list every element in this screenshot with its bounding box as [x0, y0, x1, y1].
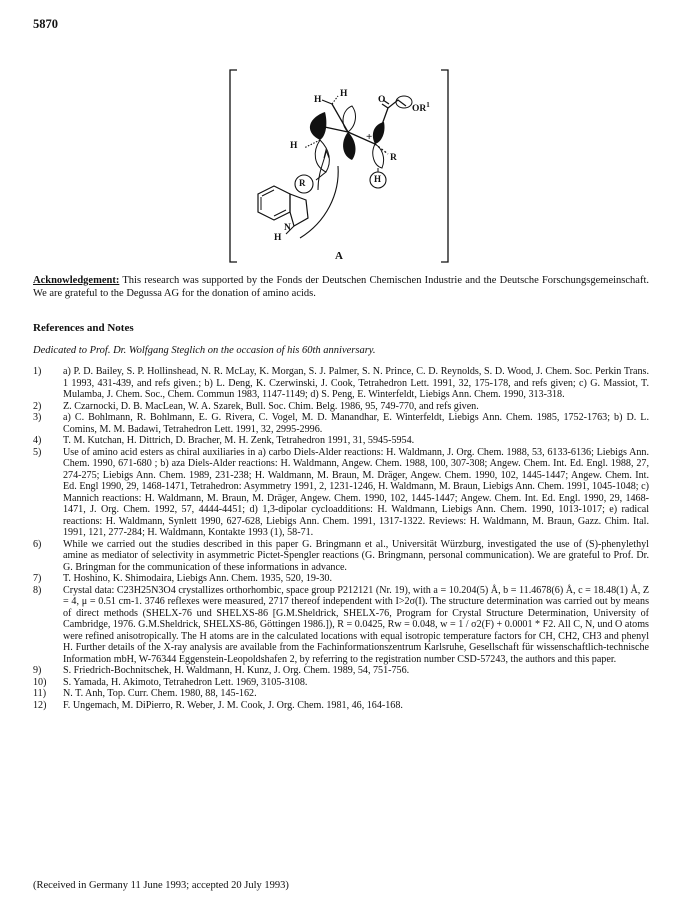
reference-text: Crystal data: C23H25N3O4 crystallizes orthorhombic, space group P212121 (Nr. 19), with a = 10.204(5) Å, b = 11.4678(6) Å, c = 18.48(1) Å, Z = 4, μ = 0.51 cm-1. 3746 reflexes were measured, 2717 thereof independent with I>2σ(I). The structure determination was carried out by means of direct methods (SHELX-76 und SHELXS-86 [G.M.Sheldrick, SHELX-76, Program for Crystal Structure Determination, University of Cambridge, 1976. G.M.Sheldrick, SHELXS-86, Göttingen 1986.]), R = 0.0425, Rw = 0.048, w = 1 / σ2(F) + 0.0001 * F2. All C, N, und O atoms were refined anisotropically. The H atoms are in the calculated locations with equal isotropic temperature factors for CH, CH2, CH3 and phenyl H. Further details of the X-ray analysis are available from the Fachinformationszentrum Karlsruhe, Gesellschaft für wissenschaftlich-technische Information mbH, W-76344 Eggenstein-Leopoldshafen 2, by referring to the registration number CSD-57243, the authors and this paper. — [63, 584, 649, 665]
reference-item — [33, 539, 649, 574]
reference-text: a) P. D. Bailey, S. P. Hollinshead, N. R. McLay, K. Morgan, S. J. Palmer, S. N. Prince, C. D. Reynolds, S. D. Wood, J. Chem. Soc. Perkin Trans. 1 1993, 431-439, and refs given.; b) L. Deng, K. Czerwinski, J. Cook, Tetrahedron Lett. 1991, 32, 175-178, and refs given; c) G. Massiot, T. Mulamba, J. Chem. Soc., Chem. Commun 1983, 1147-1149; d) S. Peng, E. Winterfeldt, Liebigs Ann. Chem. 1990, 313-318. — [63, 366, 649, 400]
right-bracket — [441, 70, 448, 262]
reference-text: N. T. Anh, Top. Curr. Chem. 1980, 88, 145-162. — [63, 688, 257, 699]
reference-text: Use of amino acid esters as chiral auxiliaries in a) carbo Diels-Alder reactions: H. Waldmann, J. Org. Chem. 1988, 53, 6133-6136; Liebigs Ann. Chem. 1990, 671-680 ; b) aza Diels-Alder reactions: H. Waldmann, Angew. Chem. 1988, 100, 307-308; Angew. Chem. Int. Ed. Engl. 1988, 27, 274-275; Liebigs Ann. Chem. 1989, 231-238; H. Waldmann, M. Braun, M. Dräger, Angew. Chem. 1990, 102, 1445-1447; Angew. Chem. Int. Ed. Engl 1990, 29, 1468-1471, Tetrahedron: Asymmetry 1991, 2, 1231-1246, H. Waldmann, M. Braun, Liebigs Ann. Chem. 1991, 1045-1048; c) Mannich reactions: H. Waldmann, M. Braun, M. Dräger, Angew. Chem. 1990, 102, 1445-1447; Angew. Chem. Int. Ed. Engl. 1990, 29, 1468-1471, J. Org. Chem. 1992, 57, 4444-4451; d) 1,3-dipolar cycloadditions: H. Waldmann, Liebigs Ann. Chem. 1990, 1013-1017; e) radical reactions: H. Waldmann, Synlett 1990, 627-628, Liebigs Ann. Chem. 1991, 1317-1322. Reviews: H. Waldmann, M. Braun, Gazz. Chim. Ital. 1991, 121, 277-284; H. Waldmann, Kontakte 1993 (1), 58-71. — [63, 446, 649, 538]
reference-item — [33, 700, 649, 712]
indole-benzene-ring — [258, 186, 290, 220]
reference-item — [33, 573, 649, 585]
reference-item — [33, 688, 649, 700]
orbital-lobe-lower — [315, 140, 329, 172]
indole-pyrrole-ring — [290, 194, 308, 226]
reference-item — [33, 412, 649, 435]
atom-h-left: H — [290, 141, 298, 151]
dedication: Dedicated to Prof. Dr. Wolfgang Steglich on the occasion of his 60th anniversary. — [33, 345, 376, 356]
reference-number: 2) — [33, 400, 42, 412]
atom-h-top-left: H — [314, 95, 322, 105]
reference-text: Z. Czarnocki, D. B. MacLean, W. A. Szarek, Bull. Soc. Chim. Belg. 1986, 95, 749-770, and refs given. — [63, 400, 479, 412]
reference-text: T. M. Kutchan, H. Dittrich, D. Bracher, M. H. Zenk, Tetrahedron 1991, 31, 5945-5954. — [63, 435, 415, 446]
atom-n: N — [284, 223, 291, 233]
transition-state-scheme — [228, 62, 450, 270]
orbital-lobe-2-upper — [343, 106, 355, 132]
reference-text: T. Hoshino, K. Shimodaira, Liebigs Ann. Chem. 1935, 520, 19-30. — [63, 573, 332, 584]
reference-number: 7) — [33, 573, 42, 584]
reference-text: S. Yamada, H. Akimoto, Tetrahedron Lett. 1969, 3105-3108. — [63, 676, 308, 688]
reference-number: 8) — [33, 584, 42, 596]
reference-list — [33, 366, 649, 711]
reference-number: 4) — [33, 435, 42, 446]
reference-item — [33, 677, 649, 689]
reference-text: While we carried out the studies described in this paper G. Bringmann et al., Universität Würzburg, investigated the use of (S)-phenylethyl amine as mediator of selectivity in asymmetric Pictet-Spengler reactions (G. Bringmann, personal communication). We are grateful to Prof. Dr. G. Bringman for the communication of these informations in advance. — [63, 538, 649, 573]
acknowledgement-text: This research was supported by the Fonds der Deutschen Chemischen Industrie and the Deutsche Forschungsgemeinschaft. We are grateful to the Degussa AG for the donation of amino acids. — [33, 275, 649, 299]
page-number: 5870 — [33, 17, 58, 31]
reference-item — [33, 435, 649, 447]
reference-number: 1) — [33, 366, 42, 377]
received-date: (Received in Germany 11 June 1993; accepted 20 July 1993) — [33, 880, 289, 891]
orbital-lobe-3-lower — [373, 144, 384, 168]
orbital-lobe-2-lower — [343, 132, 355, 160]
acknowledgement — [33, 274, 649, 300]
left-bracket — [230, 70, 237, 262]
references-heading: References and Notes — [33, 322, 134, 334]
atom-o: O — [378, 95, 386, 105]
reference-number: 9) — [33, 665, 42, 676]
reference-number: 5) — [33, 446, 42, 458]
scheme-label: A — [335, 250, 343, 262]
reference-item — [33, 447, 649, 539]
atom-or1: $OR^1$ — [412, 101, 430, 115]
atom-r: R — [390, 153, 397, 163]
reference-item — [33, 401, 649, 413]
atom-h-circled: H — [374, 174, 382, 184]
plus-charge: + — [366, 131, 373, 143]
reference-number: 6) — [33, 538, 42, 550]
reference-number: 3) — [33, 412, 42, 423]
reference-item — [33, 585, 649, 666]
reference-number: 10) — [33, 676, 47, 688]
orbital-lobe-upper — [310, 112, 326, 140]
reference-text: F. Ungemach, M. DiPierro, R. Weber, J. M. Cook, J. Org. Chem. 1981, 46, 164-168. — [63, 699, 403, 711]
atom-r-circled: R — [299, 178, 306, 188]
atom-nh-h: H — [274, 233, 282, 243]
reference-text: S. Friedrich-Bochnitschek, H. Waldmann, H. Kunz, J. Org. Chem. 1989, 54, 751-756. — [63, 665, 410, 676]
atom-h-top-right: H — [340, 89, 348, 99]
reference-item — [33, 366, 649, 401]
scheme-drawing — [228, 62, 450, 270]
reference-item — [33, 665, 649, 677]
reference-text: a) C. Bohlmann, R. Bohlmann, E. G. Rivera, C. Vogel, M. D. Manandhar, E. Winterfeldt, Liebigs Ann. Chem. 1985, 1752-1763; b) D. L. Comins, M. M. Badawi, Tetrahedron Lett. 1991, 32, 2995-2996. — [63, 412, 649, 435]
acknowledgement-heading: Acknowledgement: — [33, 275, 120, 286]
reference-number: 12) — [33, 699, 47, 711]
reference-number: 11) — [33, 688, 47, 699]
